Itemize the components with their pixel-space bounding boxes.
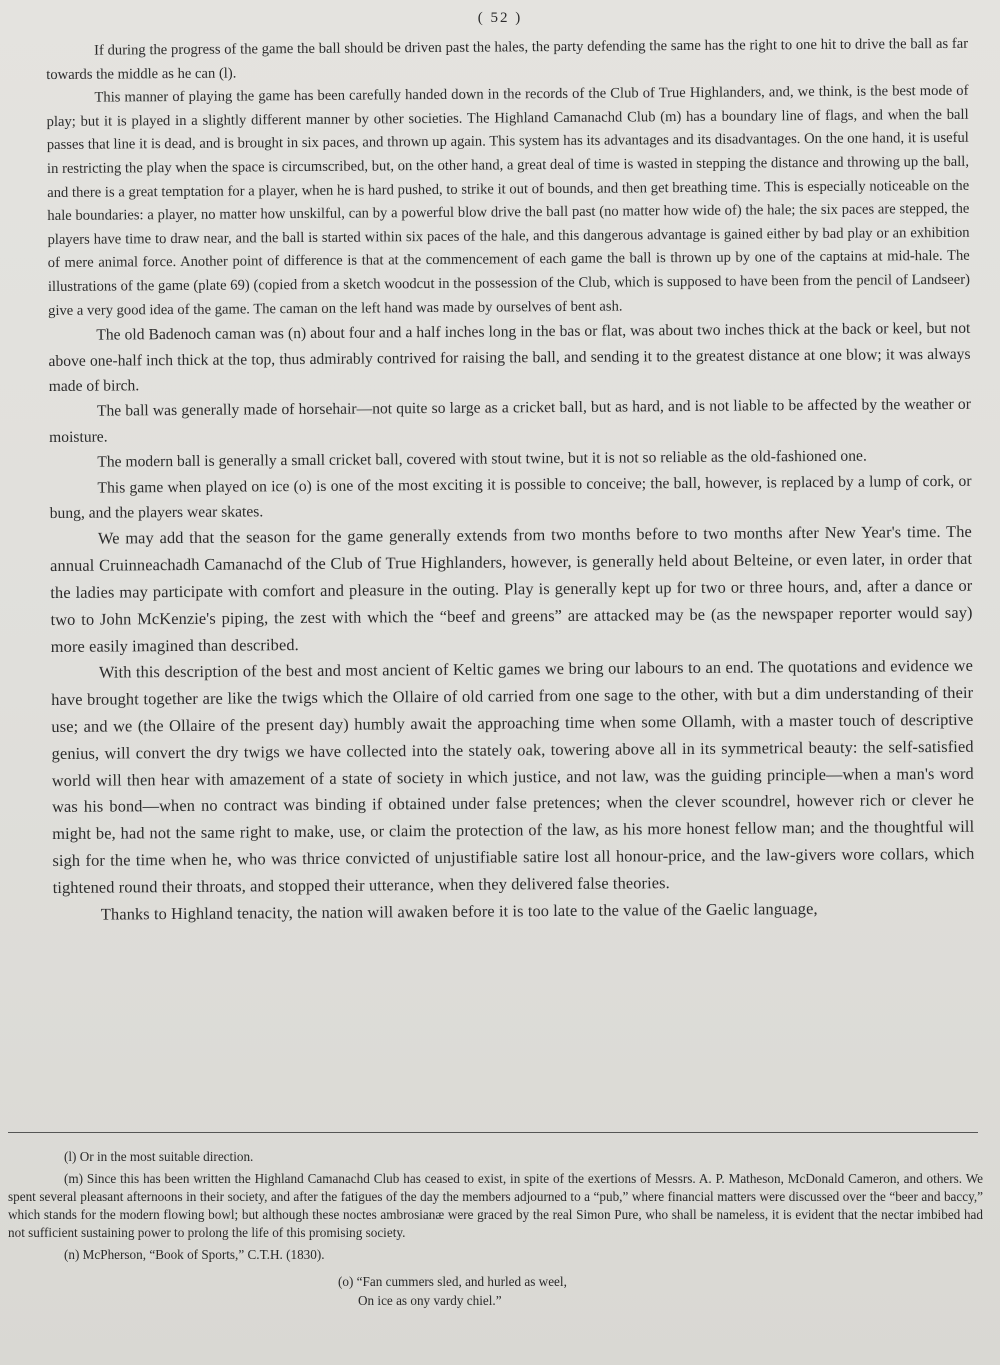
paragraph: This manner of playing the game has been carefully handed down in the records of the Club of True Highlanders, and, we think, is the best mode of play; but it is played in a slightly different manner by other societies. The Highland Camanachd Club (m) has a boundary line of flags, and when the ball passes that line it is dead, and is brought in six paces, and thrown up again. This system has its advantages and its disadvantages. On the one hand, it is useful in restricting the play when the space is circumscribed, but, on the other hand, a great deal of time is wasted in stepping the distance and throwing up the ball, and there is a great temptation for a player, when he is hard pushed, to strike it out of bounds, and then get breathing time. This is especially noticeable on the hale boundaries: a player, no matter how unskilful, can by a powerful blow drive the ball past (no matter how wide of) the hale; the six paces are stepped, the players have time to draw near, and the ball is started within six paces of the hale, and this dangerous advantage is gained either by bad play or an exhibition of mere animal force. Another point of difference is that at the commencement of each game the ball is thrown up by one of the captains at mid-hale. The illustrations of the game (plate 69) (copied from a sketch woodcut in the possession of the Club, which is supposed to have been from the pencil of Landseer) give a very good idea of the game. The caman on the left hand was made by ourselves of bent ash. (46, 82, 970, 319)
paragraph: We may add that the season for the game generally extends from two months before to two months after New Year's time. The annual Cruinneachadh Camanachd of the Club of True Highlanders, however, is generally held about Belteine, or even later, in order that the ladies may participate with comfort and pleasure in the outing. Play is generally kept up for two or three hours, and, after a dance or two to John McKenzie's piping, the zest with which the “beef and greens” are attacked may be (as the newspaper reporter would say) more easily imagined than described. (50, 522, 973, 656)
footnote-divider (8, 1132, 978, 1133)
paragraph: With this description of the best and most ancient of Keltic games we bring our labours to an end. The quotations and evidence we have brought together are like the twigs which the Ollaire of old carried from one sage to the other, with but a dim understanding of their use; and we (the Ollaire of the present day) humbly await the approaching time when some Ollamh, with a master touch of descriptive genius, will convert the dry twigs we have collected into the stately oak, towering above all in its symmetrical beauty: the self-satisfied world will then hear with amazement of a state of society in which justice, and not law, was the guiding principle—when a man's word was his bond—when no contract was binding if obtained under false pretences; when the clever scoundrel, however rich or clever he might be, had not the same right to make, use, or claim the protection of the law, as his more honest fellow man; and the thoughtful will sigh for the time when he, who was thrice convicted of unjustifiable satire lost all honour-price, and the law-givers wore collars, which tightened round their throats, and stopped their utterance, when they delivered false theories. (51, 656, 975, 897)
page-number: ( 52 ) (477, 10, 523, 26)
paragraph: The old Badenoch caman was (n) about four and a half inches long in the bas or flat, was about two inches thick at the back or keel, but not above one-half inch thick at the top, thus admirably contrived for raising the ball, and sending it to the greatest distance at one blow; it was always made of birch. (48, 319, 971, 395)
paragraph: This game when played on ice (o) is one of the most exciting it is possible to conceive; the ball, however, is replaced by a lump of cork, or bung, and the players wear skates. (49, 472, 972, 522)
verse-line: (o) “Fan cummers sled, and hurled as weel, (338, 1274, 567, 1289)
paragraph: The modern ball is generally a small cricket ball, covered with stout twine, but it is not so reliable as the old-fashioned one. (97, 447, 867, 471)
paragraph: If during the progress of the game the ball should be driven past the hales, the party defending the same has the right to one hit to drive the ball as far towards the middle as he can (l). (46, 35, 969, 83)
footnote-verse (8, 1272, 983, 1310)
footnote: (l) Or in the most suitable direction. (64, 1149, 254, 1164)
paragraph: The ball was generally made of horsehair—not quite so large as a cricket ball, but as hard, and is not liable to be affected by the weather or moisture. (49, 396, 971, 446)
paragraph: Thanks to Highland tenacity, the nation will awaken before it is too late to the value of the Gaelic language, (100, 898, 818, 924)
footnotes (8, 1148, 983, 1310)
body-text (46, 33, 975, 929)
verse-line: On ice as ony vardy chiel.” (358, 1293, 502, 1308)
footnote: (n) McPherson, “Book of Sports,” C.T.H. (1830). (64, 1247, 325, 1262)
footnote: (m) Since this has been written the Highland Camanachd Club has ceased to exist, in spite of the exertions of Messrs. A. P. Matheson, McDonald Cameron, and others. We spent several pleasant afternoons in their society, and after the fatigues of the day the members adjourned to a “pub,” where financial matters were discussed over the “beer and baccy,” which stands for the modern flowing bowl; but although these noctes ambrosianæ were graced by the real Simon Pure, who shall be nameless, it is evident that the nectar imbibed had not sufficient sustaining power to prolong the life of this promising society. (8, 1171, 983, 1240)
